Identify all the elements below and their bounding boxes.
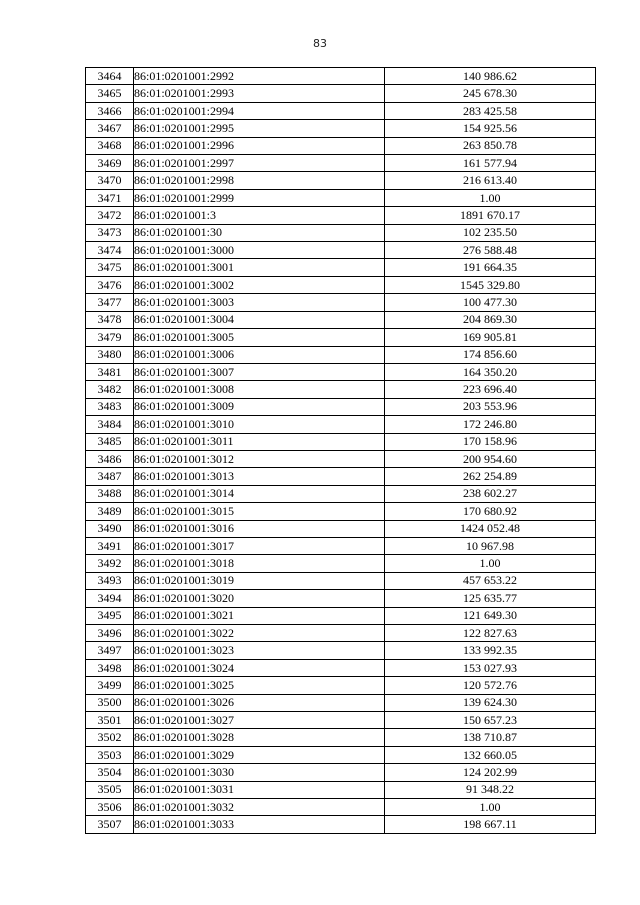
- row-number-cell: 3498: [86, 659, 134, 676]
- value-cell: 120 572.76: [385, 677, 596, 694]
- cadastral-number-cell: 86:01:0201001:2999: [134, 189, 385, 206]
- row-number-cell: 3497: [86, 642, 134, 659]
- value-cell: 164 350.20: [385, 363, 596, 380]
- cadastral-number-cell: 86:01:0201001:3004: [134, 311, 385, 328]
- cadastral-number-cell: 86:01:0201001:3010: [134, 416, 385, 433]
- row-number-cell: 3506: [86, 799, 134, 816]
- table-row: [86, 224, 596, 241]
- row-number-cell: 3473: [86, 224, 134, 241]
- row-number-cell: 3480: [86, 346, 134, 363]
- table-row: [86, 329, 596, 346]
- row-number-cell: 3478: [86, 311, 134, 328]
- value-cell: 245 678.30: [385, 85, 596, 102]
- cadastral-number-cell: 86:01:0201001:3033: [134, 816, 385, 833]
- table-row: [86, 572, 596, 589]
- cadastral-number-cell: 86:01:0201001:3008: [134, 381, 385, 398]
- cadastral-number-cell: 86:01:0201001:3005: [134, 329, 385, 346]
- value-cell: 154 925.56: [385, 120, 596, 137]
- table-row: [86, 259, 596, 276]
- table-row: [86, 799, 596, 816]
- cadastral-number-cell: 86:01:0201001:3: [134, 207, 385, 224]
- row-number-cell: 3482: [86, 381, 134, 398]
- table-row: [86, 537, 596, 554]
- row-number-cell: 3491: [86, 537, 134, 554]
- table-row: [86, 450, 596, 467]
- value-cell: 457 653.22: [385, 572, 596, 589]
- value-cell: 223 696.40: [385, 381, 596, 398]
- cadastral-number-cell: 86:01:0201001:3003: [134, 294, 385, 311]
- table-row: [86, 85, 596, 102]
- value-cell: 191 664.35: [385, 259, 596, 276]
- table-row: [86, 781, 596, 798]
- value-cell: 140 986.62: [385, 68, 596, 85]
- cadastral-number-cell: 86:01:0201001:2994: [134, 102, 385, 119]
- row-number-cell: 3490: [86, 520, 134, 537]
- table-row: [86, 346, 596, 363]
- value-cell: 138 710.87: [385, 729, 596, 746]
- row-number-cell: 3501: [86, 712, 134, 729]
- row-number-cell: 3492: [86, 555, 134, 572]
- row-number-cell: 3481: [86, 363, 134, 380]
- value-cell: 262 254.89: [385, 468, 596, 485]
- row-number-cell: 3464: [86, 68, 134, 85]
- table-row: [86, 468, 596, 485]
- table-row: [86, 712, 596, 729]
- table-row: [86, 485, 596, 502]
- value-cell: 1891 670.17: [385, 207, 596, 224]
- page-number: 83: [313, 37, 327, 50]
- row-number-cell: 3483: [86, 398, 134, 415]
- value-cell: 172 246.80: [385, 416, 596, 433]
- row-number-cell: 3507: [86, 816, 134, 833]
- value-cell: 170 158.96: [385, 433, 596, 450]
- row-number-cell: 3468: [86, 137, 134, 154]
- row-number-cell: 3489: [86, 503, 134, 520]
- cadastral-number-cell: 86:01:0201001:3012: [134, 450, 385, 467]
- cadastral-number-cell: 86:01:0201001:3021: [134, 607, 385, 624]
- cadastral-number-cell: 86:01:0201001:3019: [134, 572, 385, 589]
- cadastral-number-cell: 86:01:0201001:2996: [134, 137, 385, 154]
- row-number-cell: 3466: [86, 102, 134, 119]
- table-row: [86, 102, 596, 119]
- table-row: [86, 520, 596, 537]
- row-number-cell: 3485: [86, 433, 134, 450]
- table-row: [86, 276, 596, 293]
- table-row: [86, 729, 596, 746]
- cadastral-number-cell: 86:01:0201001:3013: [134, 468, 385, 485]
- cadastral-number-cell: 86:01:0201001:3002: [134, 276, 385, 293]
- row-number-cell: 3494: [86, 590, 134, 607]
- cadastral-number-cell: 86:01:0201001:3000: [134, 242, 385, 259]
- row-number-cell: 3500: [86, 694, 134, 711]
- table-row: [86, 555, 596, 572]
- value-cell: 238 602.27: [385, 485, 596, 502]
- row-number-cell: 3479: [86, 329, 134, 346]
- cadastral-number-cell: 86:01:0201001:3014: [134, 485, 385, 502]
- value-cell: 1.00: [385, 555, 596, 572]
- value-cell: 122 827.63: [385, 625, 596, 642]
- cadastral-number-cell: 86:01:0201001:30: [134, 224, 385, 241]
- value-cell: 1.00: [385, 189, 596, 206]
- table-body: [86, 68, 596, 834]
- row-number-cell: 3470: [86, 172, 134, 189]
- value-cell: 276 588.48: [385, 242, 596, 259]
- row-number-cell: 3493: [86, 572, 134, 589]
- cadastral-number-cell: 86:01:0201001:3007: [134, 363, 385, 380]
- cadastral-number-cell: 86:01:0201001:3017: [134, 537, 385, 554]
- value-cell: 170 680.92: [385, 503, 596, 520]
- row-number-cell: 3495: [86, 607, 134, 624]
- table-row: [86, 764, 596, 781]
- table-row: [86, 189, 596, 206]
- table-row: [86, 155, 596, 172]
- value-cell: 153 027.93: [385, 659, 596, 676]
- table-row: [86, 137, 596, 154]
- value-cell: 150 657.23: [385, 712, 596, 729]
- table-row: [86, 433, 596, 450]
- row-number-cell: 3488: [86, 485, 134, 502]
- value-cell: 139 624.30: [385, 694, 596, 711]
- value-cell: 121 649.30: [385, 607, 596, 624]
- cadastral-number-cell: 86:01:0201001:3031: [134, 781, 385, 798]
- value-cell: 91 348.22: [385, 781, 596, 798]
- value-cell: 216 613.40: [385, 172, 596, 189]
- cadastral-number-cell: 86:01:0201001:2995: [134, 120, 385, 137]
- cadastral-number-cell: 86:01:0201001:3022: [134, 625, 385, 642]
- table-row: [86, 416, 596, 433]
- table-row: [86, 120, 596, 137]
- cadastral-number-cell: 86:01:0201001:3015: [134, 503, 385, 520]
- cadastral-number-cell: 86:01:0201001:3026: [134, 694, 385, 711]
- value-cell: 283 425.58: [385, 102, 596, 119]
- table-row: [86, 294, 596, 311]
- value-cell: 125 635.77: [385, 590, 596, 607]
- cadastral-number-cell: 86:01:0201001:3011: [134, 433, 385, 450]
- table-row: [86, 363, 596, 380]
- cadastral-number-cell: 86:01:0201001:2993: [134, 85, 385, 102]
- row-number-cell: 3476: [86, 276, 134, 293]
- table-row: [86, 503, 596, 520]
- cadastral-number-cell: 86:01:0201001:3023: [134, 642, 385, 659]
- row-number-cell: 3486: [86, 450, 134, 467]
- cadastral-number-cell: 86:01:0201001:3016: [134, 520, 385, 537]
- table-row: [86, 207, 596, 224]
- cadastral-number-cell: 86:01:0201001:3024: [134, 659, 385, 676]
- value-cell: 100 477.30: [385, 294, 596, 311]
- value-cell: 132 660.05: [385, 746, 596, 763]
- table-row: [86, 694, 596, 711]
- table-row: [86, 642, 596, 659]
- cadastral-number-cell: 86:01:0201001:3001: [134, 259, 385, 276]
- cadastral-number-cell: 86:01:0201001:3009: [134, 398, 385, 415]
- table-row: [86, 398, 596, 415]
- row-number-cell: 3471: [86, 189, 134, 206]
- cadastral-number-cell: 86:01:0201001:3025: [134, 677, 385, 694]
- value-cell: 10 967.98: [385, 537, 596, 554]
- row-number-cell: 3504: [86, 764, 134, 781]
- value-cell: 161 577.94: [385, 155, 596, 172]
- cadastral-number-cell: 86:01:0201001:3006: [134, 346, 385, 363]
- row-number-cell: 3465: [86, 85, 134, 102]
- row-number-cell: 3477: [86, 294, 134, 311]
- row-number-cell: 3499: [86, 677, 134, 694]
- table-row: [86, 381, 596, 398]
- value-cell: 203 553.96: [385, 398, 596, 415]
- table-row: [86, 607, 596, 624]
- cadastral-number-cell: 86:01:0201001:3029: [134, 746, 385, 763]
- table-row: [86, 625, 596, 642]
- table-row: [86, 68, 596, 85]
- row-number-cell: 3505: [86, 781, 134, 798]
- row-number-cell: 3474: [86, 242, 134, 259]
- table-row: [86, 172, 596, 189]
- cadastral-number-cell: 86:01:0201001:3020: [134, 590, 385, 607]
- row-number-cell: 3496: [86, 625, 134, 642]
- value-cell: 102 235.50: [385, 224, 596, 241]
- value-cell: 263 850.78: [385, 137, 596, 154]
- table-row: [86, 677, 596, 694]
- value-cell: 174 856.60: [385, 346, 596, 363]
- row-number-cell: 3467: [86, 120, 134, 137]
- row-number-cell: 3469: [86, 155, 134, 172]
- cadastral-number-cell: 86:01:0201001:3027: [134, 712, 385, 729]
- cadastral-number-cell: 86:01:0201001:3032: [134, 799, 385, 816]
- value-cell: 169 905.81: [385, 329, 596, 346]
- value-cell: 1545 329.80: [385, 276, 596, 293]
- table-row: [86, 242, 596, 259]
- value-cell: 1.00: [385, 799, 596, 816]
- value-cell: 1424 052.48: [385, 520, 596, 537]
- cadastral-number-cell: 86:01:0201001:2998: [134, 172, 385, 189]
- data-table: [85, 67, 596, 834]
- value-cell: 124 202.99: [385, 764, 596, 781]
- row-number-cell: 3472: [86, 207, 134, 224]
- row-number-cell: 3484: [86, 416, 134, 433]
- row-number-cell: 3475: [86, 259, 134, 276]
- table-row: [86, 746, 596, 763]
- cadastral-number-cell: 86:01:0201001:3030: [134, 764, 385, 781]
- value-cell: 198 667.11: [385, 816, 596, 833]
- table-row: [86, 590, 596, 607]
- cadastral-number-cell: 86:01:0201001:2992: [134, 68, 385, 85]
- value-cell: 133 992.35: [385, 642, 596, 659]
- cadastral-number-cell: 86:01:0201001:3028: [134, 729, 385, 746]
- table-row: [86, 659, 596, 676]
- table-row: [86, 816, 596, 833]
- cadastral-number-cell: 86:01:0201001:3018: [134, 555, 385, 572]
- row-number-cell: 3502: [86, 729, 134, 746]
- cadastral-number-cell: 86:01:0201001:2997: [134, 155, 385, 172]
- value-cell: 204 869.30: [385, 311, 596, 328]
- table-row: [86, 311, 596, 328]
- row-number-cell: 3503: [86, 746, 134, 763]
- value-cell: 200 954.60: [385, 450, 596, 467]
- row-number-cell: 3487: [86, 468, 134, 485]
